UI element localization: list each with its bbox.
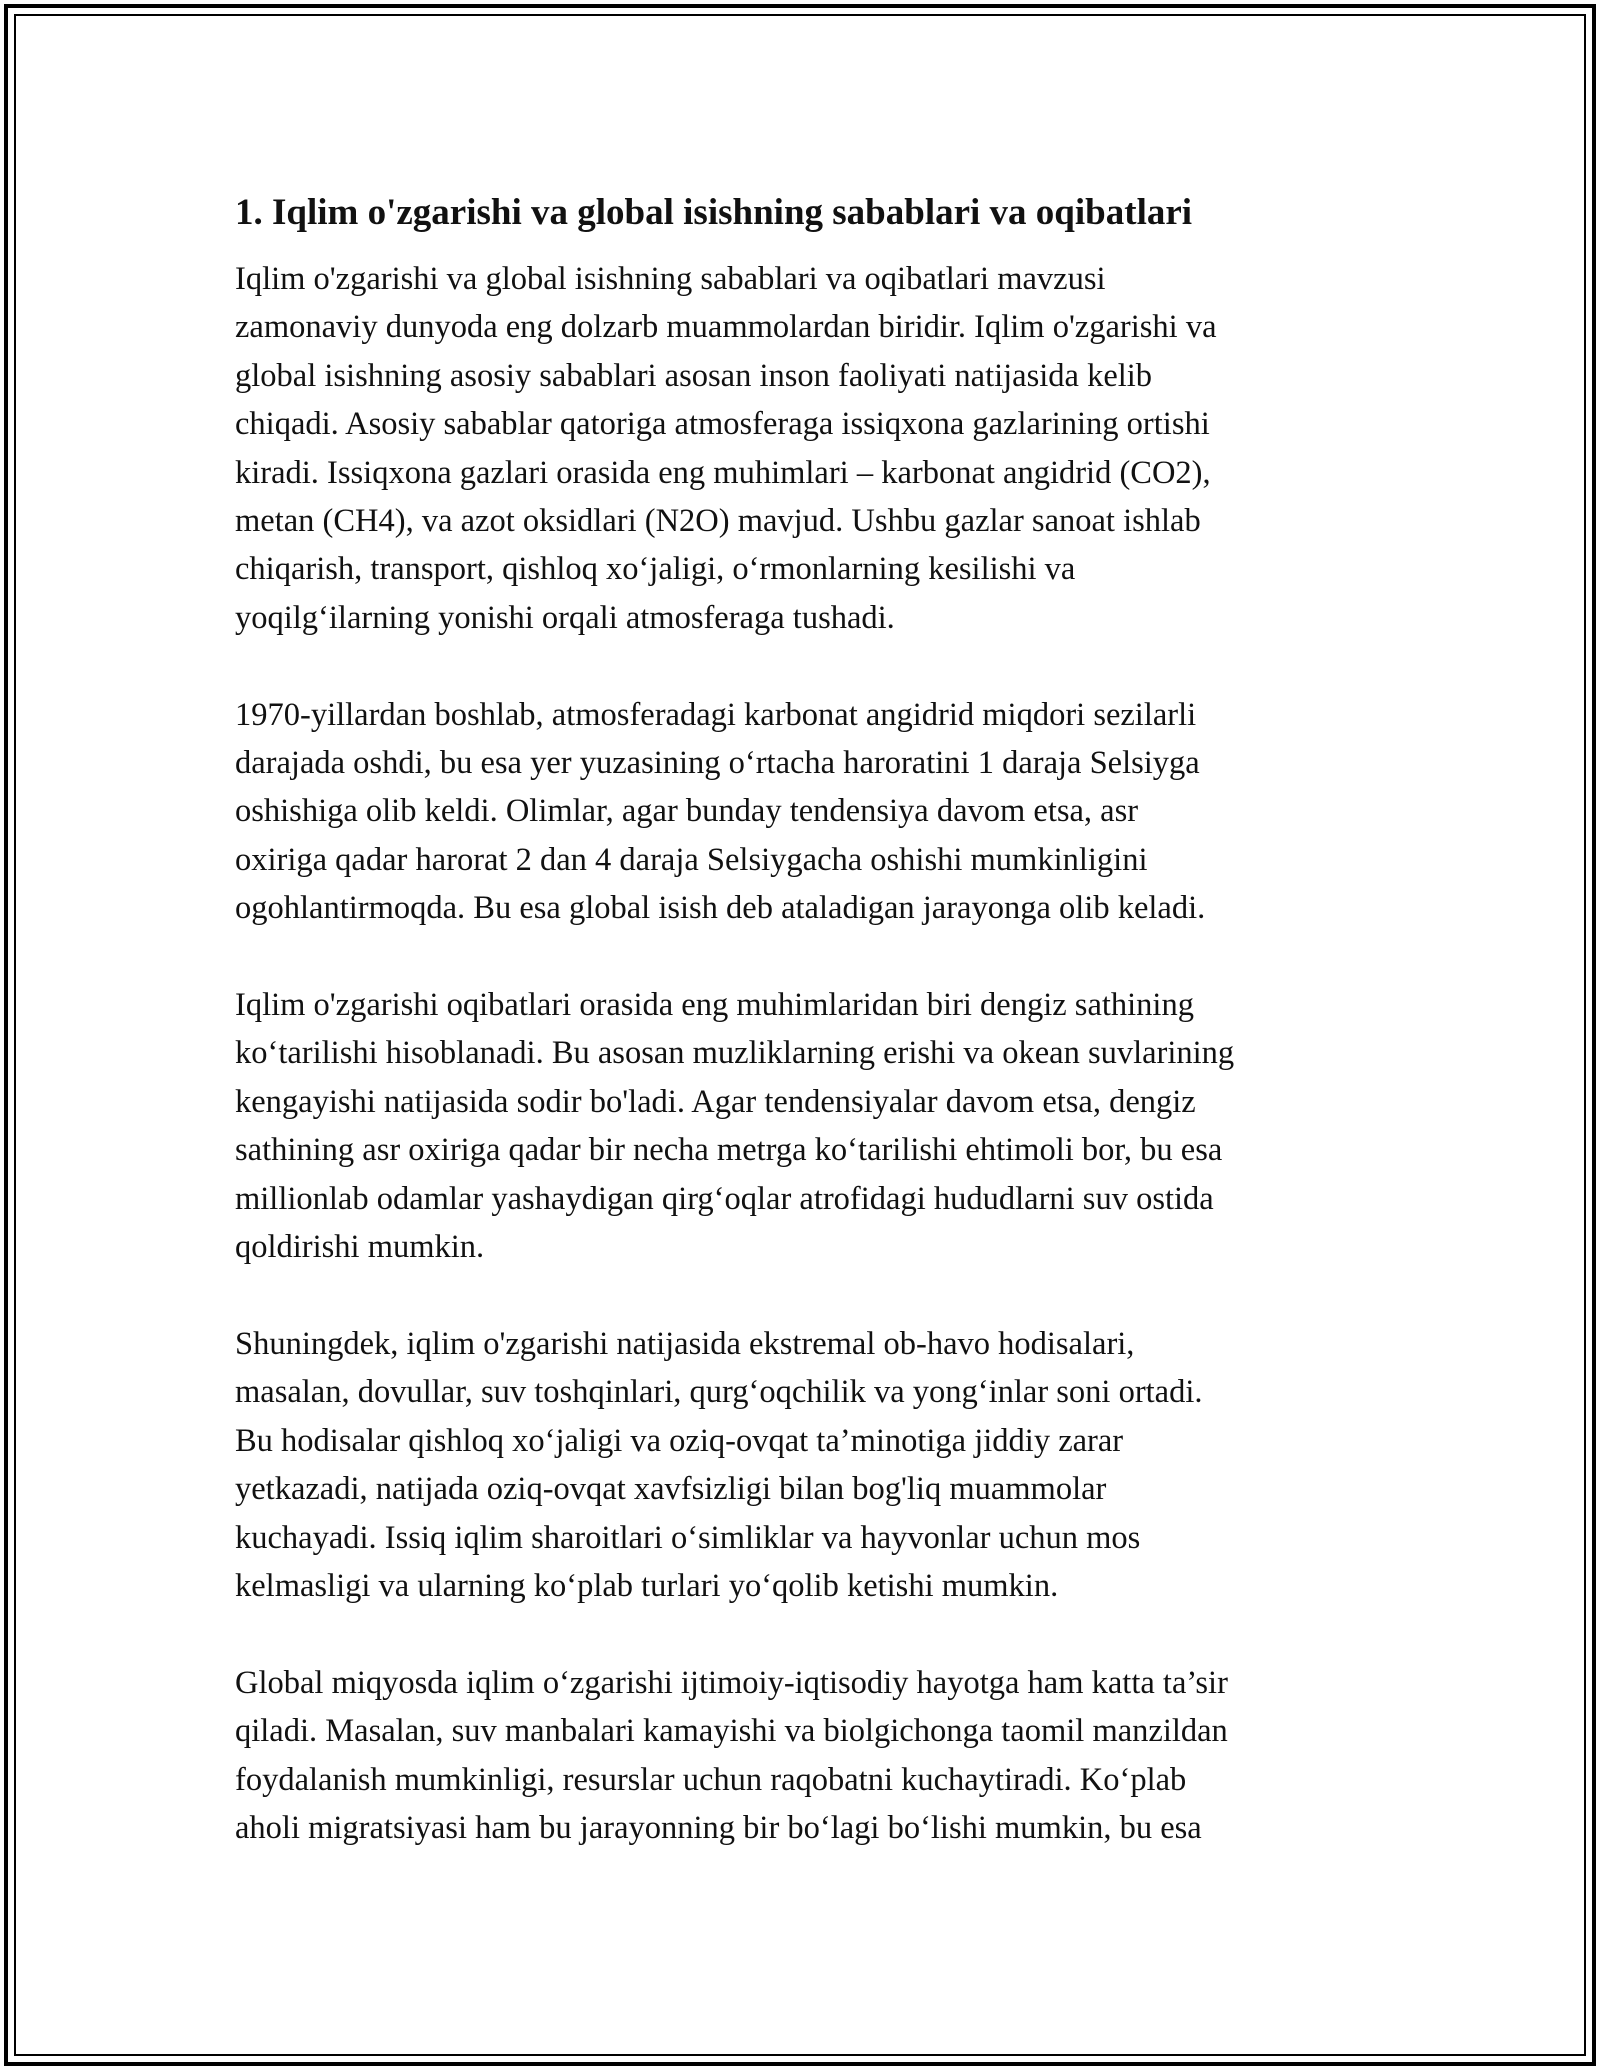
text-line: darajada oshdi, bu esa yer yuzasining o‘rtacha haroratini 1 daraja Selsiyga bbox=[235, 745, 1200, 782]
paragraph-temperature bbox=[235, 691, 1370, 933]
text-line: Iqlim o'zgarishi oqibatlari orasida eng muhimlaridan biri dengiz sathining bbox=[235, 987, 1194, 1024]
text-line: chiqadi. Asosiy sabablar qatoriga atmosferaga issiqxona gazlarining ortishi bbox=[235, 406, 1210, 443]
text-line: global isishning asosiy sabablari asosan inson faoliyati natijasida kelib bbox=[235, 357, 1153, 394]
text-line: masalan, dovullar, suv toshqinlari, qurg‘oqchilik va yong‘inlar soni ortadi. bbox=[235, 1374, 1203, 1411]
text-line: sathining asr oxiriga qadar bir necha metrga ko‘tarilishi ehtimoli bor, bu esa bbox=[235, 1132, 1223, 1169]
text-line: Shuningdek, iqlim o'zgarishi natijasida ekstremal ob-havo hodisalari, bbox=[235, 1325, 1135, 1362]
text-line: 1970-yillardan boshlab, atmosferadagi karbonat angidrid miqdori sezilarli bbox=[235, 696, 1197, 733]
text-line: kengayishi natijasida sodir bo'ladi. Agar tendensiyalar davom etsa, dengiz bbox=[235, 1083, 1196, 1120]
text-line: Iqlim o'zgarishi va global isishning sabablari va oqibatlari mavzusi bbox=[235, 261, 1106, 297]
text-line: qiladi. Masalan, suv manbalari kamayishi va biolgichonga taomil manzildan bbox=[235, 1713, 1228, 1750]
paragraph-causes bbox=[235, 255, 1370, 642]
text-line: Global miqyosda iqlim o‘zgarishi ijtimoiy-iqtisodiy hayotga ham katta ta’sir bbox=[235, 1664, 1228, 1701]
text-line: ogohlantirmoqda. Bu esa global isish deb ataladigan jarayonga olib keladi. bbox=[235, 890, 1206, 927]
text-line: foydalanish mumkinligi, resurslar uchun raqobatni kuchaytiradi. Ko‘plab bbox=[235, 1761, 1187, 1798]
section-heading: 1. Iqlim o'zgarishi va global isishning sabablari va oqibatlari bbox=[235, 192, 1193, 233]
text-line: millionlab odamlar yashaydigan qirg‘oqlar atrofidagi hududlarni suv ostida bbox=[235, 1180, 1214, 1217]
paragraph-sea-level bbox=[235, 981, 1370, 1271]
paragraph-socioeconomic bbox=[235, 1659, 1370, 1853]
text-line: kuchayadi. Issiq iqlim sharoitlari o‘simliklar va hayvonlar uchun mos bbox=[235, 1519, 1141, 1556]
text-line: aholi migratsiyasi ham bu jarayonning bir bo‘lagi bo‘lishi mumkin, bu esa bbox=[235, 1809, 1202, 1846]
text-line: chiqarish, transport, qishloq xo‘jaligi, o‘rmonlarning kesilishi va bbox=[235, 551, 1076, 588]
paragraph-extreme-weather bbox=[235, 1320, 1370, 1610]
text-line: qoldirishi mumkin. bbox=[235, 1229, 485, 1266]
text-line: zamonaviy dunyoda eng dolzarb muammolardan biridir. Iqlim o'zgarishi va bbox=[235, 309, 1217, 346]
document-body bbox=[235, 187, 1370, 1901]
text-line: oxiriga qadar harorat 2 dan 4 daraja Selsiygacha oshishi mumkinligini bbox=[235, 841, 1148, 878]
text-line: Bu hodisalar qishloq xo‘jaligi va oziq-ovqat ta’minotiga jiddiy zarar bbox=[235, 1422, 1124, 1459]
text-line: ko‘tarilishi hisoblanadi. Bu asosan muzliklarning erishi va okean suvlarining bbox=[235, 1035, 1235, 1072]
text-line: kelmasligi va ularning ko‘plab turlari yo‘qolib ketishi mumkin. bbox=[235, 1567, 1059, 1604]
text-line: yetkazadi, natijada oziq-ovqat xavfsizligi bilan bog'liq muammolar bbox=[235, 1471, 1107, 1508]
text-line: metan (CH4), va azot oksidlari (N2O) mavjud. Ushbu gazlar sanoat ishlab bbox=[235, 503, 1201, 540]
text-line: oshishiga olib keldi. Olimlar, agar bunday tendensiya davom etsa, asr bbox=[235, 793, 1139, 830]
text-line: yoqilg‘ilarning yonishi orqali atmosferaga tushadi. bbox=[235, 599, 895, 636]
text-line: kiradi. Issiqxona gazlari orasida eng muhimlari – karbonat angidrid (CO2), bbox=[235, 454, 1211, 491]
